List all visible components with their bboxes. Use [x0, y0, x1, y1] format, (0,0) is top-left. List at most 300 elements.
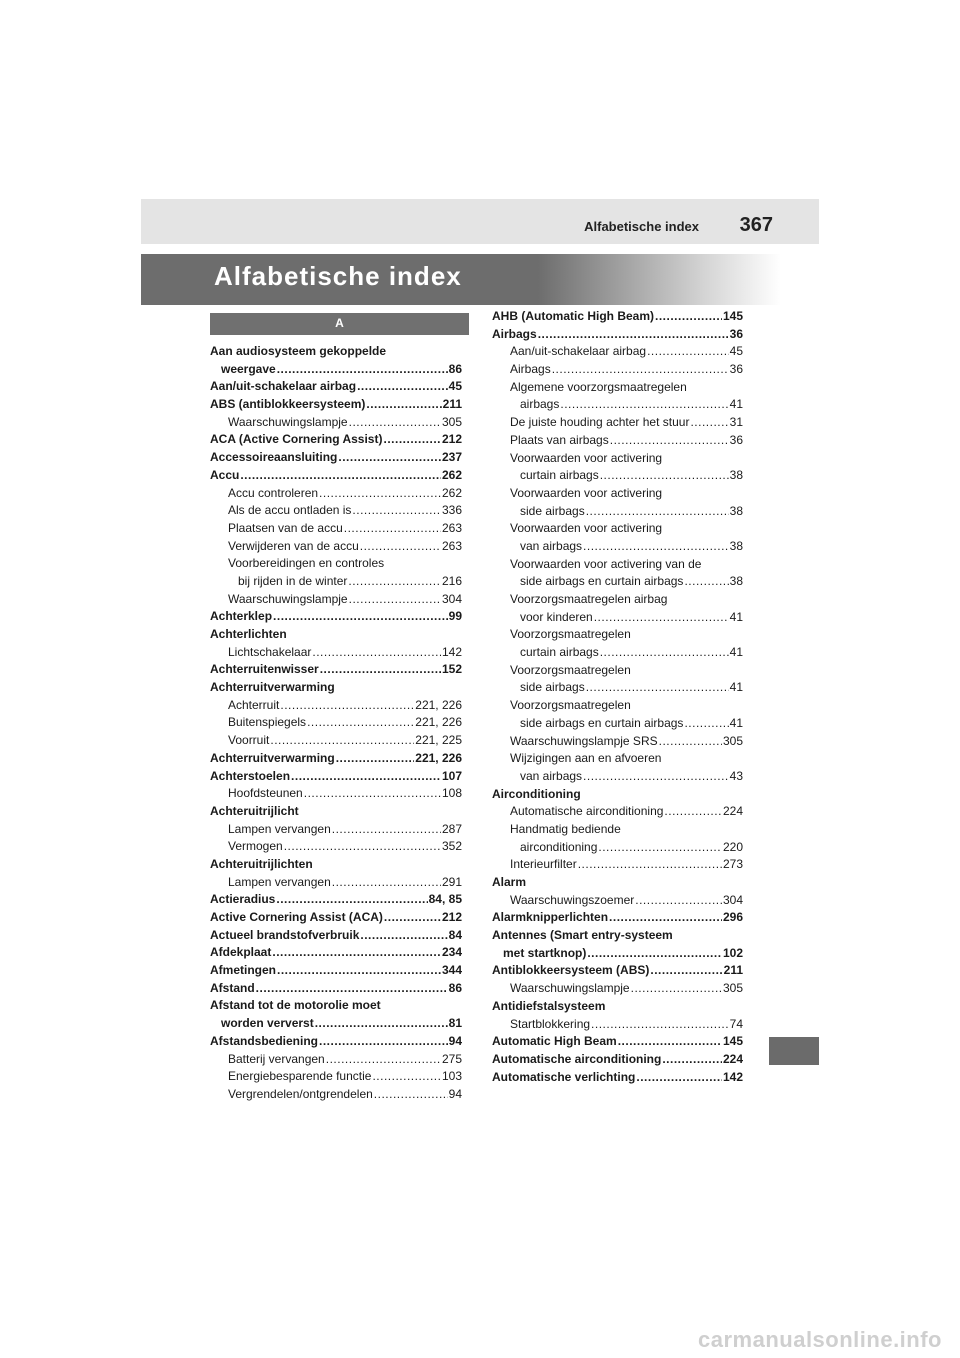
index-entry [492, 980, 743, 998]
index-entry-page: 336 [441, 503, 462, 518]
index-entry-text: Achterlichten [210, 627, 287, 641]
index-entry-text: Achterruitenwisser [210, 662, 319, 677]
index-entry-page: 224 [722, 804, 743, 819]
index-entry-page: 216 [441, 573, 462, 588]
index-entry-text: side airbags en curtain airbags [520, 574, 684, 589]
index-entry-page: 38 [729, 538, 743, 553]
index-entry-text: Achterstoelen [210, 768, 291, 783]
leader-dots [319, 485, 441, 503]
leader-dots [338, 449, 441, 467]
index-entry [210, 997, 462, 1015]
index-entry-text: Accessoireaansluiting [210, 450, 338, 465]
index-entry [492, 662, 743, 680]
index-entry [492, 379, 743, 397]
index-entry-page: 305 [722, 981, 743, 996]
index-entry-text: Afstandsbediening [210, 1033, 319, 1048]
leader-dots [690, 414, 728, 432]
index-entry [492, 414, 743, 432]
index-entry [210, 644, 462, 662]
index-entry-text: Voorwaarden voor activering [510, 521, 663, 536]
index-column-left [210, 343, 462, 1104]
index-entry-text: Voorzorgsmaatregelen [510, 662, 631, 677]
index-entry-text: Afstand tot de motorolie moet [210, 998, 381, 1013]
index-entry-text: side airbags en curtain airbags [520, 715, 684, 730]
leader-dots [684, 573, 728, 591]
index-entry-page: 305 [441, 414, 462, 429]
leader-dots [332, 874, 441, 892]
index-entry-page: 296 [722, 910, 743, 925]
leader-dots [647, 343, 729, 361]
index-entry [210, 1015, 462, 1033]
index-entry-text: ABS (antiblokkeersysteem) [210, 397, 366, 412]
index-entry-page: 86 [448, 361, 462, 376]
index-entry-page: 43 [729, 768, 743, 783]
leader-dots [366, 396, 441, 414]
index-entry [492, 361, 743, 379]
index-entry-page: 142 [441, 644, 462, 659]
leader-dots [384, 909, 441, 927]
leader-dots [374, 1086, 448, 1104]
index-entry-text: De juiste houding achter het stuur [510, 415, 690, 430]
index-entry [210, 714, 462, 732]
index-entry-text: Achterruitverwarming [210, 680, 335, 695]
index-entry-text: Voorzorgsmaatregelen [510, 627, 631, 642]
index-entry-text: Aan audiosysteem gekoppelde [210, 344, 387, 358]
index-entry [210, 608, 462, 626]
leader-dots [587, 945, 722, 963]
index-entry [492, 786, 743, 804]
leader-dots [276, 891, 427, 909]
index-entry [492, 591, 743, 609]
index-entry [210, 785, 462, 803]
index-entry [210, 909, 462, 927]
index-entry [492, 892, 743, 910]
index-entry-text: Wijzigingen aan en afvoeren [510, 751, 662, 766]
index-entry-text: Waarschuwingszoemer [510, 892, 635, 907]
index-entry-page: 145 [722, 1034, 743, 1049]
leader-dots [662, 1051, 722, 1069]
index-entry-page: 36 [729, 362, 743, 377]
index-entry [210, 467, 462, 485]
leader-dots [538, 326, 729, 344]
index-entry-page: 45 [448, 379, 462, 394]
index-entry-text: weergave [221, 361, 276, 376]
index-entry-page: 99 [448, 609, 462, 624]
index-entry-page: 38 [729, 503, 743, 518]
index-entry-text: Accu [210, 467, 240, 482]
index-entry-page: 221, 225 [415, 733, 462, 748]
watermark: carmanualsonline.info [698, 1327, 942, 1352]
index-entry-text: voor kinderen [520, 609, 593, 624]
leader-dots [272, 944, 441, 962]
index-entry [492, 856, 743, 874]
index-entry-page: 94 [448, 1033, 462, 1048]
index-entry-page: 41 [729, 609, 743, 624]
index-entry-text: Startblokkering [510, 1016, 591, 1031]
index-entry [492, 326, 743, 344]
index-entry-text: Afdekplaat [210, 945, 272, 960]
leader-dots [372, 1068, 441, 1086]
leader-dots [383, 431, 440, 449]
index-entry-page: 221, 226 [415, 697, 462, 712]
index-entry [210, 626, 462, 644]
index-entry-page: 145 [722, 309, 743, 323]
index-entry [210, 573, 462, 591]
leader-dots [664, 803, 722, 821]
leader-dots [326, 1051, 441, 1069]
index-entry [492, 1016, 743, 1034]
index-entry-page: 212 [441, 432, 462, 447]
index-entry-page: 262 [441, 467, 462, 482]
leader-dots [349, 414, 441, 432]
index-entry [210, 1068, 462, 1086]
leader-dots [312, 644, 441, 662]
leader-dots [552, 361, 729, 379]
index-entry [210, 661, 462, 679]
leader-dots [315, 1015, 448, 1033]
index-entry [492, 998, 743, 1016]
index-entry-text: Aan/uit-schakelaar airbag [510, 344, 647, 359]
index-entry-text: Aan/uit-schakelaar airbag [210, 379, 357, 394]
page-header [141, 199, 819, 244]
index-entry [210, 520, 462, 538]
index-entry-text: AHB (Automatic High Beam) [492, 309, 655, 323]
leader-dots [635, 892, 722, 910]
index-entry-text: curtain airbags [520, 468, 599, 483]
index-entry [492, 715, 743, 733]
index-entry [492, 697, 743, 715]
index-entry-text: Active Cornering Assist (ACA) [210, 910, 383, 924]
index-entry [210, 927, 462, 945]
index-entry [492, 343, 743, 361]
leader-dots [273, 608, 448, 626]
index-entry-text: airconditioning [520, 839, 598, 854]
index-entry-text: Airbags [492, 326, 537, 341]
leader-dots [280, 697, 414, 715]
index-entry [210, 821, 462, 839]
index-entry-page: 102 [722, 945, 743, 960]
index-entry [492, 538, 743, 556]
index-entry [492, 485, 743, 503]
index-entry-text: Algemene voorzorgsmaatregelen [510, 379, 687, 394]
index-entry-text: Voorzorgsmaatregelen airbag [510, 592, 668, 606]
index-entry-text: Handmatig bediende [510, 821, 621, 836]
index-entry-text: Automatische verlichting [492, 1069, 636, 1084]
index-entry [492, 573, 743, 591]
index-entry-text: Alarm [492, 875, 527, 889]
index-entry-page: 142 [722, 1069, 743, 1084]
leader-dots [277, 962, 441, 980]
index-entry-page: 84 [448, 927, 462, 942]
leader-dots [684, 715, 728, 733]
chapter-tab [769, 1037, 819, 1065]
index-entry-text: Voorwaarden voor activering van de [510, 556, 702, 571]
leader-dots [610, 432, 729, 450]
index-entry [210, 962, 462, 980]
index-entry-page: 41 [729, 680, 743, 695]
index-entry-text: Plaats van airbags [510, 432, 609, 447]
index-entry-page: 108 [441, 786, 462, 801]
section-letter-bar: A [210, 313, 469, 335]
index-entry [492, 839, 743, 857]
leader-dots [600, 644, 729, 662]
leader-dots [256, 980, 448, 998]
index-entry-text: Verwijderen van de accu [228, 538, 359, 553]
leader-dots [560, 396, 728, 414]
index-entry-page: 220 [722, 839, 743, 854]
index-entry [492, 626, 743, 644]
index-entry-text: van airbags [520, 538, 583, 553]
index-entry-text: Automatische airconditioning [510, 804, 664, 819]
index-entry-text: Waarschuwingslampje [510, 981, 630, 996]
index-entry [492, 768, 743, 786]
index-entry [492, 927, 743, 945]
index-entry [492, 450, 743, 468]
index-entry [210, 1086, 462, 1104]
index-entry-text: Plaatsen van de accu [228, 520, 343, 535]
leader-dots [277, 361, 448, 379]
leader-dots [349, 591, 441, 609]
index-entry [492, 803, 743, 821]
leader-dots [352, 502, 441, 520]
index-entry-page: 81 [448, 1016, 462, 1031]
index-entry-text: Achterklep [210, 609, 273, 624]
index-entry-text: Automatische airconditioning [492, 1051, 662, 1066]
index-entry-text: Batterij vervangen [228, 1051, 325, 1066]
index-entry-page: 36 [729, 432, 743, 447]
leader-dots [591, 1016, 729, 1034]
leader-dots [332, 821, 441, 839]
index-entry-page: 211 [442, 397, 462, 412]
index-entry-text: Voorwaarden voor activering [510, 485, 663, 500]
index-entry [492, 1069, 743, 1087]
index-entry [492, 874, 743, 892]
index-entry [210, 768, 462, 786]
index-entry-page: 152 [441, 662, 462, 677]
index-entry-text: Afstand [210, 980, 255, 995]
index-entry-page: 103 [441, 1069, 462, 1084]
index-entry-text: Vermogen [228, 839, 283, 854]
index-entry-text: airbags [520, 397, 560, 412]
index-entry-text: met startknop) [503, 945, 587, 960]
index-entry-page: 41 [729, 715, 743, 730]
index-entry-page: 94 [448, 1086, 462, 1101]
leader-dots [594, 609, 729, 627]
index-entry [492, 503, 743, 521]
index-entry [492, 679, 743, 697]
index-entry-page: 31 [729, 415, 743, 430]
leader-dots [284, 838, 441, 856]
index-entry-text: Energiebesparende functie [228, 1069, 372, 1084]
index-entry-page: 262 [441, 485, 462, 500]
index-entry-text: curtain airbags [520, 645, 599, 660]
index-entry [210, 856, 462, 874]
index-entry-page: 237 [441, 450, 462, 465]
index-entry-text: Afmetingen [210, 963, 276, 978]
leader-dots [304, 785, 441, 803]
index-entry [210, 343, 462, 361]
index-entry [492, 467, 743, 485]
index-entry-text: Antennes (Smart entry-systeem [492, 928, 673, 943]
leader-dots [320, 661, 441, 679]
index-entry [492, 750, 743, 768]
index-entry-page: 352 [441, 839, 462, 854]
index-entry [492, 909, 743, 927]
header-section-label: Alfabetische index [584, 219, 699, 234]
index-entry [492, 520, 743, 538]
index-entry [210, 502, 462, 520]
index-entry-page: 74 [729, 1016, 743, 1031]
index-entry-text: Waarschuwingslampje [228, 414, 348, 429]
index-entry [210, 980, 462, 998]
leader-dots [586, 679, 729, 697]
index-entry-text: Achterruitverwarming [210, 750, 335, 765]
index-entry-page: 38 [729, 468, 743, 483]
leader-dots [586, 503, 729, 521]
index-entry-text: Alarmknipperlichten [492, 910, 609, 925]
index-entry [492, 733, 743, 751]
leader-dots [307, 714, 414, 732]
index-entry-text: side airbags [520, 503, 585, 518]
leader-dots [360, 538, 441, 556]
index-entry-text: Lampen vervangen [228, 821, 331, 836]
index-entry-text: Achteruitrijlicht [210, 803, 299, 818]
index-entry [210, 1051, 462, 1069]
index-entry-text: Lichtschakelaar [228, 644, 312, 659]
index-entry-page: 41 [729, 397, 743, 412]
index-entry-text: bij rijden in de winter [238, 573, 348, 588]
index-entry-page: 41 [729, 645, 743, 660]
index-entry-text: Voorbereidingen en controles [228, 556, 385, 571]
leader-dots [583, 538, 729, 556]
leader-dots [650, 962, 722, 980]
index-entry-page: 86 [448, 980, 462, 995]
index-entry-text: ACA (Active Cornering Assist) [210, 432, 383, 447]
index-entry [210, 1033, 462, 1051]
index-entry-text: Lampen vervangen [228, 874, 331, 889]
index-entry [492, 644, 743, 662]
index-entry [492, 396, 743, 414]
index-entry-text: Waarschuwingslampje SRS [510, 733, 658, 748]
index-entry [492, 1051, 743, 1069]
index-entry-page: 305 [722, 733, 743, 748]
index-entry-page: 234 [441, 945, 462, 960]
index-entry [492, 609, 743, 627]
index-entry-text: Vergrendelen/ontgrendelen [228, 1086, 373, 1101]
leader-dots [270, 732, 414, 750]
index-entry-page: 212 [441, 910, 462, 924]
index-entry-text: Hoofdsteunen [228, 786, 303, 801]
index-entry-text: Airconditioning [492, 786, 581, 801]
leader-dots [583, 768, 729, 786]
index-entry [210, 750, 462, 768]
index-entry-page: 107 [441, 768, 462, 783]
leader-dots [240, 467, 441, 485]
index-entry [210, 449, 462, 467]
leader-dots [357, 378, 448, 396]
index-entry [210, 944, 462, 962]
index-entry [210, 361, 462, 379]
index-entry [210, 803, 462, 821]
index-entry [210, 485, 462, 503]
index-entry [492, 1033, 743, 1051]
index-entry [210, 591, 462, 609]
index-entry [210, 697, 462, 715]
index-entry-page: 45 [729, 344, 743, 359]
index-entry [210, 732, 462, 750]
index-entry-text: Voorzorgsmaatregelen [510, 698, 631, 713]
index-entry [210, 538, 462, 556]
index-entry-page: 211 [723, 963, 743, 978]
index-entry [210, 378, 462, 396]
leader-dots [336, 750, 415, 768]
index-entry-page: 304 [722, 892, 743, 907]
index-entry-text: Achterruit [228, 697, 280, 712]
leader-dots [360, 927, 447, 945]
index-entry [210, 555, 462, 573]
index-entry-text: Buitenspiegels [228, 715, 307, 730]
index-entry-text: Waarschuwingslampje [228, 591, 348, 606]
index-entry-text: Voorruit [228, 733, 270, 748]
leader-dots [319, 1033, 448, 1051]
leader-dots [344, 520, 441, 538]
index-entry-page: 287 [441, 821, 462, 836]
index-entry-text: Actueel brandstofverbruik [210, 927, 360, 942]
index-entry [492, 556, 743, 574]
leader-dots [348, 573, 441, 591]
index-entry [210, 891, 462, 909]
index-entry-page: 38 [729, 574, 743, 589]
index-entry-text: Achteruitrijlichten [210, 856, 313, 871]
leader-dots [578, 856, 722, 874]
leader-dots [631, 980, 722, 998]
leader-dots [598, 839, 722, 857]
leader-dots [600, 467, 729, 485]
leader-dots [618, 1033, 722, 1051]
index-entry-page: 275 [441, 1051, 462, 1066]
index-entry-page: 263 [441, 520, 462, 535]
index-entry-page: 84, 85 [428, 892, 462, 907]
leader-dots [291, 768, 441, 786]
index-entry-text: worden ververst [221, 1016, 314, 1031]
index-entry-text: Interieurfilter [510, 857, 577, 872]
index-entry [492, 308, 743, 326]
index-entry [492, 821, 743, 839]
title-banner [141, 254, 781, 305]
index-entry-page: 221, 226 [415, 715, 462, 730]
index-entry-page: 36 [729, 326, 743, 341]
index-entry-text: Antiblokkeersysteem (ABS) [492, 963, 650, 978]
leader-dots [609, 909, 722, 927]
index-entry-page: 224 [722, 1051, 743, 1066]
index-entry-page: 344 [441, 963, 462, 978]
index-entry-page: 291 [441, 874, 462, 889]
index-entry [210, 838, 462, 856]
index-entry [210, 396, 462, 414]
index-entry-text: Automatic High Beam [492, 1034, 617, 1049]
index-entry-text: Antidiefstalsysteem [492, 998, 606, 1013]
index-entry-text: Airbags [510, 362, 551, 377]
leader-dots [655, 308, 722, 326]
page-title: Alfabetische index [214, 261, 462, 291]
index-entry [210, 679, 462, 697]
index-entry [210, 874, 462, 892]
index-entry-text: Voorwaarden voor activering [510, 450, 663, 465]
index-entry-text: Als de accu ontladen is [228, 503, 352, 518]
index-entry-text: van airbags [520, 768, 583, 783]
index-entry-page: 273 [722, 857, 743, 872]
index-entry-text: side airbags [520, 680, 585, 695]
